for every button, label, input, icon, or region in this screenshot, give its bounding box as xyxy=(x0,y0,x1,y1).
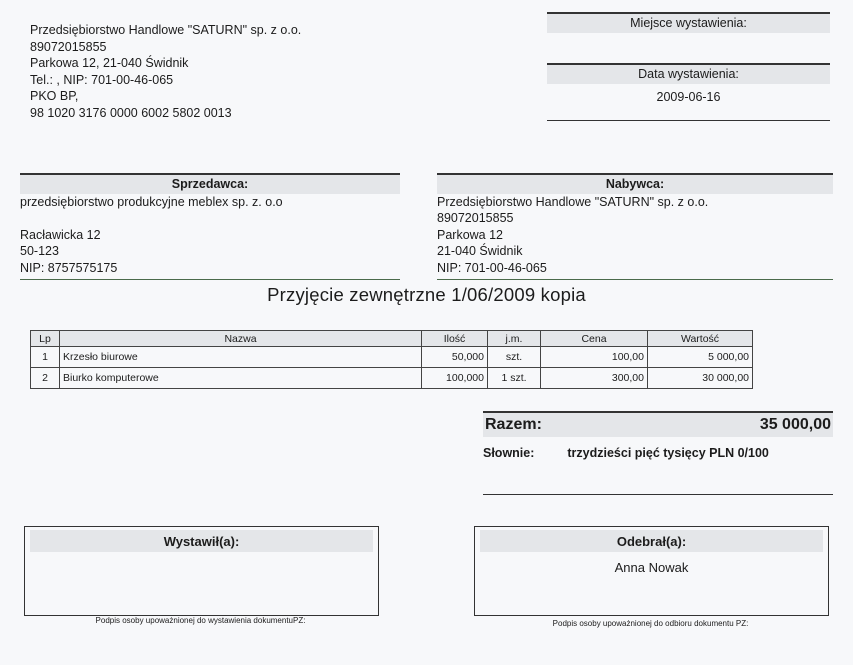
issuer-address: Parkowa 12, 21-040 Świdnik xyxy=(30,56,189,70)
cell-name: Biurko komputerowe xyxy=(60,368,422,389)
cell-qty: 50,000 xyxy=(422,347,488,368)
col-qty: Ilość xyxy=(422,331,488,347)
seller-block xyxy=(20,173,400,280)
seller-line: 50-123 xyxy=(20,244,59,258)
total-value: 35 000,00 xyxy=(759,416,831,433)
col-lp: Lp xyxy=(31,331,60,347)
date-of-issue xyxy=(547,63,830,121)
col-name: Nazwa xyxy=(60,331,422,347)
in-words-label: Słownie: xyxy=(483,446,535,460)
received-by-label: Odebrał(a): xyxy=(480,530,823,552)
seller-label: Sprzedawca: xyxy=(20,173,400,194)
received-by-caption: Podpis osoby upoważnionej do odbioru dokumentu PZ: xyxy=(552,619,749,628)
seller-line: Racławicka 12 xyxy=(20,227,101,242)
items-table xyxy=(30,330,753,389)
issuer-id: 89072015855 xyxy=(30,39,107,54)
in-words-value: trzydzieści pięć tysięcy PLN 0/100 xyxy=(567,446,769,460)
col-unit: j.m. xyxy=(488,331,541,347)
received-by-box xyxy=(474,526,829,616)
cell-price: 100,00 xyxy=(541,347,648,368)
buyer-line: Parkowa 12 xyxy=(437,227,504,242)
issuer-phone-nip: Tel.: , NIP: 701-00-46-065 xyxy=(30,72,174,87)
received-by-name: Anna Nowak xyxy=(614,560,689,575)
buyer-label: Nabywca: xyxy=(437,173,833,194)
buyer-line: 89072015855 xyxy=(437,211,514,225)
buyer-details xyxy=(437,194,833,280)
seller-line xyxy=(20,210,400,227)
place-value xyxy=(547,33,830,53)
cell-lp: 1 xyxy=(31,347,60,368)
buyer-block xyxy=(437,173,833,280)
issuer-account: 98 1020 3176 0000 6002 5802 0013 xyxy=(30,105,232,120)
buyer-line: 21-040 Świdnik xyxy=(437,244,523,258)
total-label: Razem: xyxy=(485,416,542,433)
total-bar xyxy=(483,411,833,437)
table-row xyxy=(31,347,753,368)
amount-in-words xyxy=(483,446,769,460)
cell-value: 5 000,00 xyxy=(648,347,753,368)
date-label: Data wystawienia: xyxy=(547,63,830,84)
table-header-row xyxy=(31,331,753,347)
seller-line: przedsiębiorstwo produkcyjne meblex sp. z. o.o xyxy=(20,194,283,209)
issued-by-caption: Podpis osoby upoważnionej do wystawienia dokumentuPZ: xyxy=(95,616,306,625)
issued-by-label: Wystawił(a): xyxy=(30,530,373,552)
cell-price: 300,00 xyxy=(541,368,648,389)
buyer-line: Przedsiębiorstwo Handlowe "SATURN" sp. z o.o. xyxy=(437,194,709,209)
issuer-block xyxy=(30,22,301,121)
place-label: Miejsce wystawienia: xyxy=(547,12,830,33)
cell-unit: 1 szt. xyxy=(488,368,541,389)
document-title: Przyjęcie zewnętrzne 1/06/2009 kopia xyxy=(267,284,586,305)
issuer-bank: PKO BP, xyxy=(30,89,79,103)
cell-name: Krzesło biurowe xyxy=(60,347,422,368)
seller-line: NIP: 8757575175 xyxy=(20,260,118,275)
issuer-name: Przedsiębiorstwo Handlowe "SATURN" sp. z o.o. xyxy=(30,23,302,37)
table-row xyxy=(31,368,753,389)
seller-details xyxy=(20,194,400,280)
cell-value: 30 000,00 xyxy=(648,368,753,389)
cell-qty: 100,000 xyxy=(422,368,488,389)
col-price: Cena xyxy=(541,331,648,347)
cell-lp: 2 xyxy=(31,368,60,389)
col-value: Wartość xyxy=(648,331,753,347)
date-value: 2009-06-16 xyxy=(547,84,830,121)
buyer-line: NIP: 701-00-46-065 xyxy=(437,260,547,275)
place-of-issue xyxy=(547,12,830,53)
issued-by-box xyxy=(24,526,379,616)
in-words-divider xyxy=(483,494,833,495)
cell-unit: szt. xyxy=(488,347,541,368)
